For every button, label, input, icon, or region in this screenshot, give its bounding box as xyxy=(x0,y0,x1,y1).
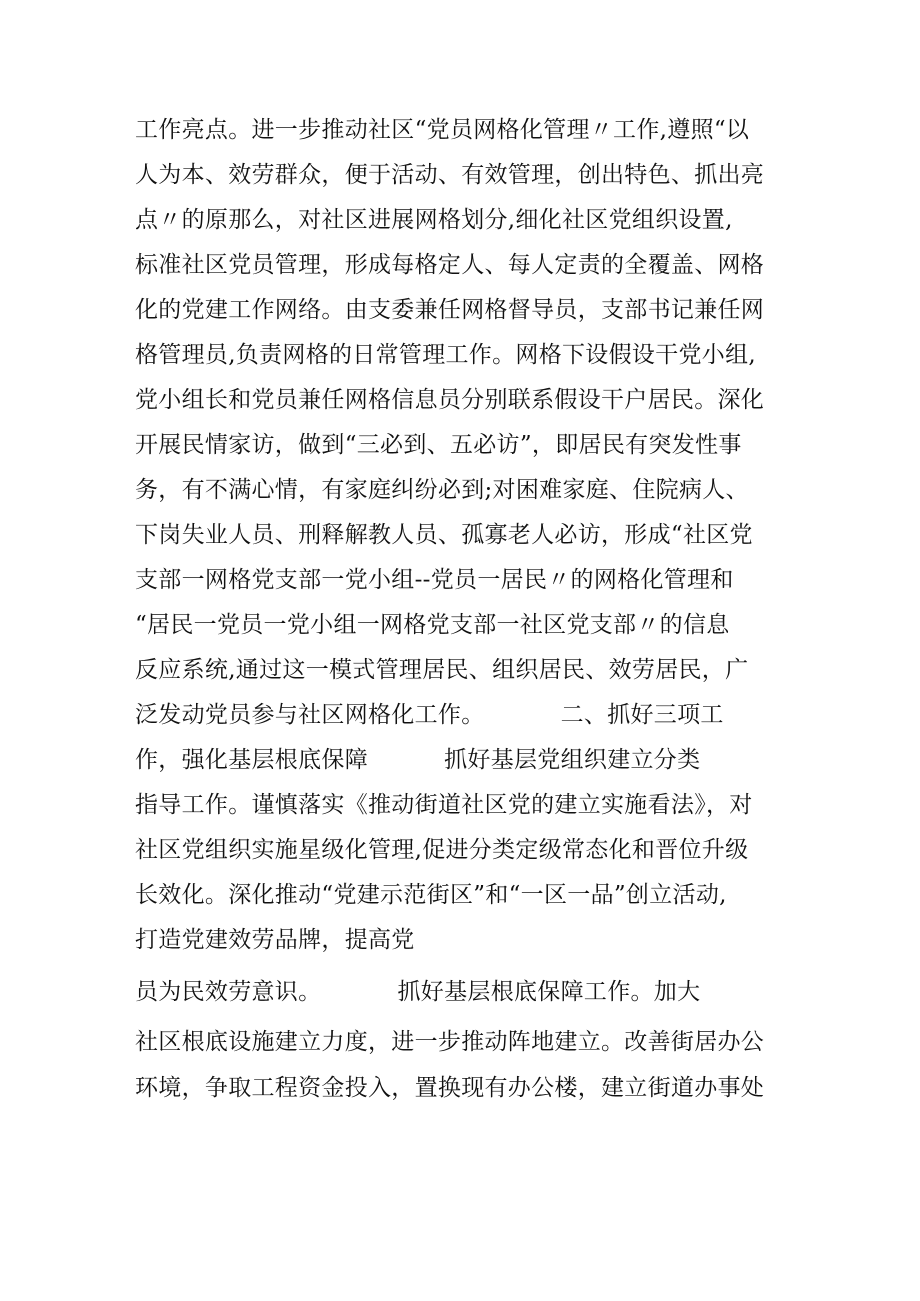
text-line: 点〃的原那么，对社区进展网格划分,细化社区党组织设置, xyxy=(135,207,733,233)
text-line: 打造党建效劳品牌，提高党 xyxy=(135,927,415,953)
text-line: 长效化。深化推动“党建示范街区”和“一区一品”创立活动, xyxy=(135,882,727,908)
text-line: 化的党建工作网络。由支委兼任网格督导员，支部书记兼任网 xyxy=(135,297,765,323)
text-line: 支部一网格党支部一党小组--党员一居民〃的网格化管理和 xyxy=(135,567,734,593)
text-line: “居民一党员一党小组一网格党支部一社区党支部〃的信息 xyxy=(135,612,730,638)
text-line: 社区党组织实施星级化管理,促进分类定级常态化和晋位升级 xyxy=(135,837,749,863)
text-line: 泛发动党员参与社区网格化工作。 二、抓好三项工 xyxy=(135,702,724,728)
text-line: 格管理员,负责网格的日常管理工作。网格下设假设干党小组, xyxy=(135,342,757,368)
text-line: 下岗失业人员、刑释解教人员、孤寡老人必访，形成“社区党 xyxy=(135,522,753,548)
text-line: 作，强化基层根底保障 抓好基层党组织建立分类 xyxy=(135,747,701,773)
text-line: 党小组长和党员兼任网格信息员分别联系假设干户居民。深化 xyxy=(135,387,765,413)
text-line: 务，有不满心情，有家庭纠纷必到;对困难家庭、住院病人、 xyxy=(135,477,749,503)
text-line: 社区根底设施建立力度，进一步推动阵地建立。改善街居办公 xyxy=(135,1029,765,1055)
text-line: 标准社区党员管理，形成每格定人、每人定责的全覆盖、网格 xyxy=(135,252,765,278)
text-line: 工作亮点。进一步推动社区“党员网格化管理〃工作,遵照“以 xyxy=(135,117,750,143)
text-line: 环境，争取工程资金投入，置换现有办公楼，建立街道办事处 xyxy=(135,1075,765,1101)
text-line: 开展民情家访，做到“三必到、五必访”，即居民有突发性事 xyxy=(135,432,742,458)
text-line: 人为本、效劳群众，便于活动、有效管理，创出特色、抓出亮 xyxy=(135,162,765,188)
text-line: 反应系统,通过这一模式管理居民、组织居民、效劳居民，广 xyxy=(135,657,749,683)
text-line: 指导工作。谨慎落实《推动街道社区党的建立实施看法》，对 xyxy=(135,792,753,818)
text-line: 员为民效劳意识。 抓好基层根底保障工作。加大 xyxy=(135,979,701,1005)
